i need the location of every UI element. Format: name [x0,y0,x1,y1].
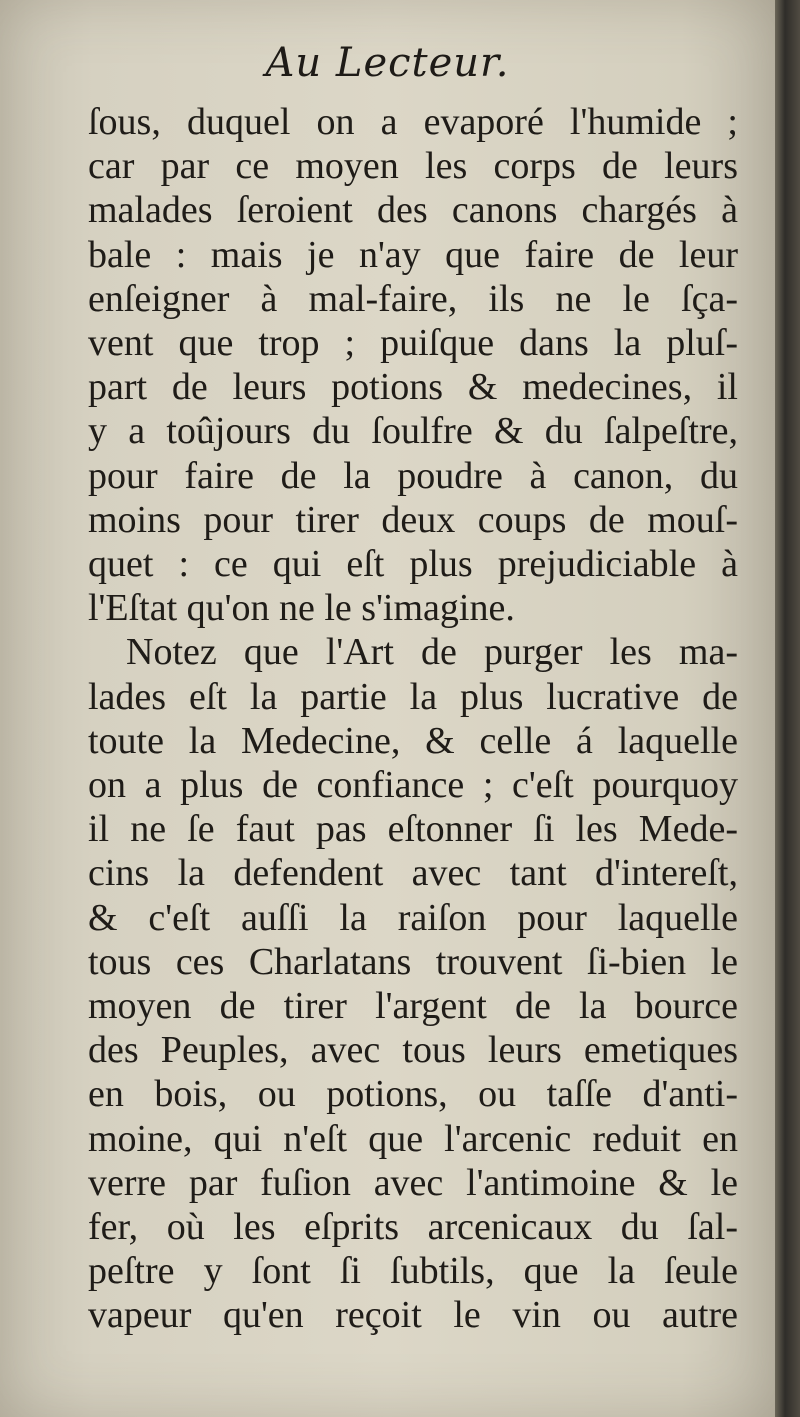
text-line: des Peuples, avec tous leurs emetiques [88,1029,738,1072]
text-line: bale : mais je n'ay que faire de leur [88,233,738,276]
text-line: part de leurs potions & medecines, il [88,366,738,409]
text-line: tous ces Charlatans trouvent ſi-bien le [88,940,738,983]
text-line: cins la defendent avec tant d'intereſt, [88,852,738,895]
text-line: vapeur qu'en reçoit le vin ou autre [88,1294,738,1337]
text-line: peſtre y ſont ſi ſubtils, que la ſeule [88,1250,738,1293]
running-head: Au Lecteur. [265,40,510,86]
page-edge [775,0,800,1417]
text-line: en bois, ou potions, ou taſſe d'anti- [88,1073,738,1116]
text-line: pour faire de la poudre à canon, du [88,454,738,497]
text-line: moins pour tirer deux coups de mouſ- [88,498,738,541]
text-line: y a toûjours du ſoulfre & du ſalpeſtre, [88,410,738,453]
text-line: l'Eſtat qu'on ne le s'imagine. [88,587,515,630]
text-line: quet : ce qui eſt plus prejudiciable à [88,543,738,586]
text-line: verre par fuſion avec l'antimoine & le [88,1161,738,1204]
text-line: toute la Medecine, & celle á laquelle [88,719,738,762]
text-line: ſous, duquel on a evaporé l'humide ; [88,101,738,143]
text-line: car par ce moyen les corps de leurs [88,145,738,188]
text-line: fer, où les eſprits arcenicaux du ſal- [88,1206,738,1249]
text-line: il ne ſe faut pas eſtonner ſi les Mede- [88,808,738,851]
text-line: malades ſeroient des canons chargés à [88,189,738,232]
text-line: & c'eſt auſſi la raiſon pour laquelle [88,896,738,939]
text-line: Notez que l'Art de purger les ma- [126,631,738,674]
text-line: vent que trop ; puiſque dans la pluſ- [88,322,738,365]
text-line: lades eſt la partie la plus lucrative de [88,675,738,718]
text-line: moyen de tirer l'argent de la bource [88,985,738,1028]
text-line: enſeigner à mal-faire, ils ne le ſça- [88,277,738,320]
body-text [88,100,738,1338]
text-line: moine, qui n'eſt que l'arcenic reduit en [88,1117,738,1160]
text-line: on a plus de confiance ; c'eſt pourquoy [88,764,738,807]
